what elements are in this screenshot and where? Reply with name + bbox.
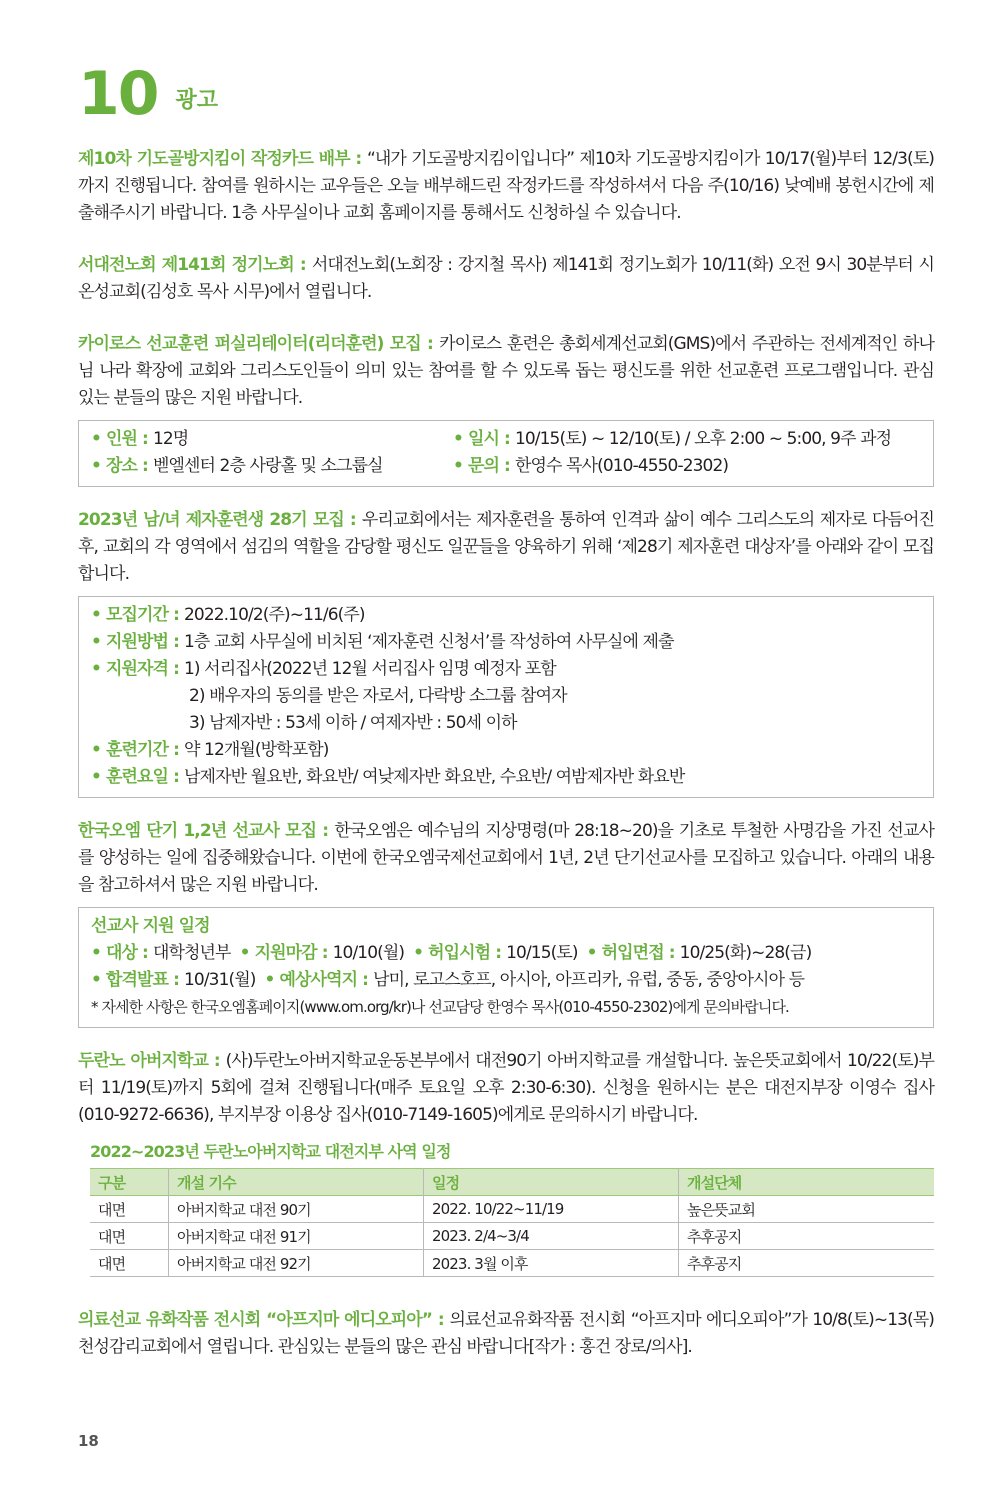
schedule-table — [90, 1168, 934, 1277]
info-label: • 지원방법 : — [91, 632, 185, 652]
info-value: 한영수 목사(010-4550-2302) — [514, 456, 729, 476]
announcement-discipleship — [78, 507, 934, 588]
info-label: • 합격발표 : — [91, 970, 185, 990]
announcement-body: “내가 기도골방지킴이입니다” 제10차 기도골방지킴이가 10/17(월)부터 12/3(토)까지 진행됩니다. 참여를 원하시는 교우들은 오늘 배부해드린 작정카드를 작성하셔서 다음 주(10/16) 낮예배 봉헌시간에 제출해주시기 바랍니다. 1층 사무실이나 교회 홈페이지를 통해서도 신청하실 수 있습니다. — [78, 149, 934, 223]
table-row — [90, 1223, 934, 1250]
info-value: 약 12개월(방학포함) — [184, 740, 329, 760]
discipleship-info-box — [78, 596, 934, 798]
info-value: 10/10(월) — [332, 943, 405, 963]
info-label: • 인원 : — [91, 429, 153, 449]
info-value: 12명 — [152, 429, 189, 449]
info-value: 10/31(월) — [184, 970, 256, 990]
info-label: • 모집기간 : — [91, 605, 185, 625]
announcement-heading: 한국오엠 단기 1,2년 선교사 모집 : — [78, 821, 335, 841]
info-value: 남미, 로고스호프, 아시아, 아프리카, 유럽, 중동, 중앙아시아 등 — [373, 970, 805, 990]
table-cell: 아버지학교 대전 91기 — [169, 1223, 424, 1250]
info-label: • 지원마감 : — [239, 943, 333, 963]
table-cell: 추후공지 — [679, 1250, 935, 1277]
section-header — [78, 59, 219, 129]
info-value: 2022.10/2(주)~11/6(주) — [184, 605, 365, 625]
info-label: • 지원자격 : — [91, 659, 185, 679]
table-cell: 2022. 10/22~11/19 — [424, 1196, 679, 1223]
info-label: • 허입시험 : — [413, 943, 507, 963]
info-value: 2) 배우자의 동의를 받은 자로서, 다락방 소그룹 참여자 — [189, 686, 567, 706]
announcement-art-exhibition — [78, 1307, 934, 1361]
info-value: 1층 교회 사무실에 비치된 ‘제자훈련 신청서’를 작성하여 사무실에 제출 — [184, 632, 674, 652]
page-number: 18 — [78, 1432, 99, 1450]
info-value: 10/25(화)~28(금) — [679, 943, 812, 963]
table-cell: 아버지학교 대전 92기 — [169, 1250, 424, 1277]
om-info-box — [78, 907, 934, 1028]
table-cell: 높은뜻교회 — [679, 1196, 935, 1223]
announcement-heading: 제10차 기도골방지킴이 작정카드 배부 : — [78, 149, 367, 169]
announcement-heading: 카이로스 선교훈련 퍼실리테이터(리더훈련) 모집 : — [78, 334, 440, 354]
announcement-body: 서대전노회(노회장 : 강지철 목사) 제141회 정기노회가 10/11(화) 오전 9시 30분부터 시온성교회(김성호 목사 시무)에서 열립니다. — [78, 255, 934, 302]
announcement-heading: 의료선교 유화작품 전시회 “아프지마 에디오피아” : — [78, 1310, 450, 1330]
info-value: 1) 서리집사(2022년 12월 서리집사 임명 예정자 포함 — [184, 659, 556, 679]
section-number: 10 — [78, 59, 158, 129]
box-title: 선교사 지원 일정 — [91, 916, 210, 936]
announcement-body: (사)두란노아버지학교운동본부에서 대전90기 아버지학교를 개설합니다. 높은뜻교회에서 10/22(토)부터 11/19(토)까지 5회에 걸쳐 진행됩니다(매주 토요일 오후 2:30-6:30). 신청을 원하시는 분은 대전지부장 이영수 집사(010-9272-6636), 부지부장 이용상 집사(010-7149-1605)에게로 문의하시기 바랍니다. — [78, 1051, 934, 1125]
column-header: 개설 기수 — [169, 1169, 424, 1196]
kairos-info-box — [78, 420, 934, 487]
announcements — [78, 146, 934, 1361]
info-label: • 예상사역지 : — [264, 970, 374, 990]
table-cell: 대면 — [90, 1196, 169, 1223]
table-cell: 2023. 2/4~3/4 — [424, 1223, 679, 1250]
column-header: 구분 — [90, 1169, 169, 1196]
announcement-body: 우리교회에서는 제자훈련을 통하여 인격과 삶이 예수 그리스도의 제자로 다듬어진 후, 교회의 각 영역에서 섬김의 역할을 감당할 평신도 일꾼들을 양육하기 위해 ‘제28기 제자훈련 대상자’를 아래와 같이 모집합니다. — [78, 510, 934, 584]
announcement-presbytery — [78, 252, 934, 306]
announcement-heading: 서대전노회 제141회 정기노회 : — [78, 255, 312, 275]
info-value: 10/15(토) — [506, 943, 578, 963]
info-label: • 일시 : — [453, 429, 515, 449]
column-header: 일정 — [424, 1169, 679, 1196]
announcement-body: 카이로스 훈련은 총회세계선교회(GMS)에서 주관하는 전세계적인 하나님 나라 확장에 교회와 그리스도인들이 의미 있는 참여를 할 수 있도록 돕는 평신도를 위한 선교훈련 프로그램입니다. 관심 있는 분들의 많은 지원 바랍니다. — [78, 334, 934, 408]
table-cell: 아버지학교 대전 90기 — [169, 1196, 424, 1223]
announcement-heading: 두란노 아버지학교 : — [78, 1051, 226, 1071]
info-label: • 훈련기간 : — [91, 740, 185, 760]
info-value: 대학청년부 — [152, 943, 231, 963]
info-value: 남제자반 월요반, 화요반/ 여낮제자반 화요반, 수요반/ 여밤제자반 화요반 — [184, 767, 685, 787]
announcement-father-school — [78, 1048, 934, 1129]
announcement-heading: 2023년 남/녀 제자훈련생 28기 모집 : — [78, 510, 362, 530]
announcement-prayer-card — [78, 146, 934, 227]
table-cell: 추후공지 — [679, 1223, 935, 1250]
announcement-kairos — [78, 331, 934, 412]
table-cell: 대면 — [90, 1250, 169, 1277]
info-value: 3) 남제자반 : 53세 이하 / 여제자반 : 50세 이하 — [189, 713, 517, 733]
info-label: • 훈련요일 : — [91, 767, 185, 787]
info-label: • 문의 : — [453, 456, 515, 476]
schedule-title: 2022~2023년 두란노아버지학교 대전지부 사역 일정 — [90, 1142, 451, 1161]
info-label: • 대상 : — [91, 943, 153, 963]
box-note: * 자세한 사항은 한국오엠홈페이지(www.om.org/kr)나 선교담당 한영수 목사(010-4550-2302)에게 문의바랍니다. — [91, 998, 789, 1016]
info-value: 벧엘센터 2층 사랑홀 및 소그룹실 — [152, 456, 383, 476]
table-header-row — [90, 1169, 934, 1196]
table-row — [90, 1250, 934, 1277]
announcement-body: 한국오엠은 예수님의 지상명령(마 28:18~20)을 기초로 투철한 사명감을 가진 선교사를 양성하는 일에 집중해왔습니다. 이번에 한국오엠국제선교회에서 1년, 2년 단기선교사를 모집하고 있습니다. 아래의 내용을 참고하셔서 많은 지원 바랍니다. — [78, 821, 934, 895]
table-row — [90, 1196, 934, 1223]
info-value: 10/15(토) ~ 12/10(토) / 오후 2:00 ~ 5:00, 9주 과정 — [514, 429, 892, 449]
table-cell: 2023. 3월 이후 — [424, 1250, 679, 1277]
announcement-body: 의료선교유화작품 전시회 “아프지마 에디오피아”가 10/8(토)~13(목) 천성감리교회에서 열립니다. 관심있는 분들의 많은 관심 바랍니다[작가 : 홍건 장로/의사]. — [78, 1310, 935, 1357]
announcement-om-missionary — [78, 818, 934, 899]
column-header: 개설단체 — [679, 1169, 935, 1196]
info-label: • 장소 : — [91, 456, 153, 476]
info-label: • 허입면접 : — [586, 943, 680, 963]
table-cell: 대면 — [90, 1223, 169, 1250]
section-title: 광고 — [175, 88, 219, 113]
